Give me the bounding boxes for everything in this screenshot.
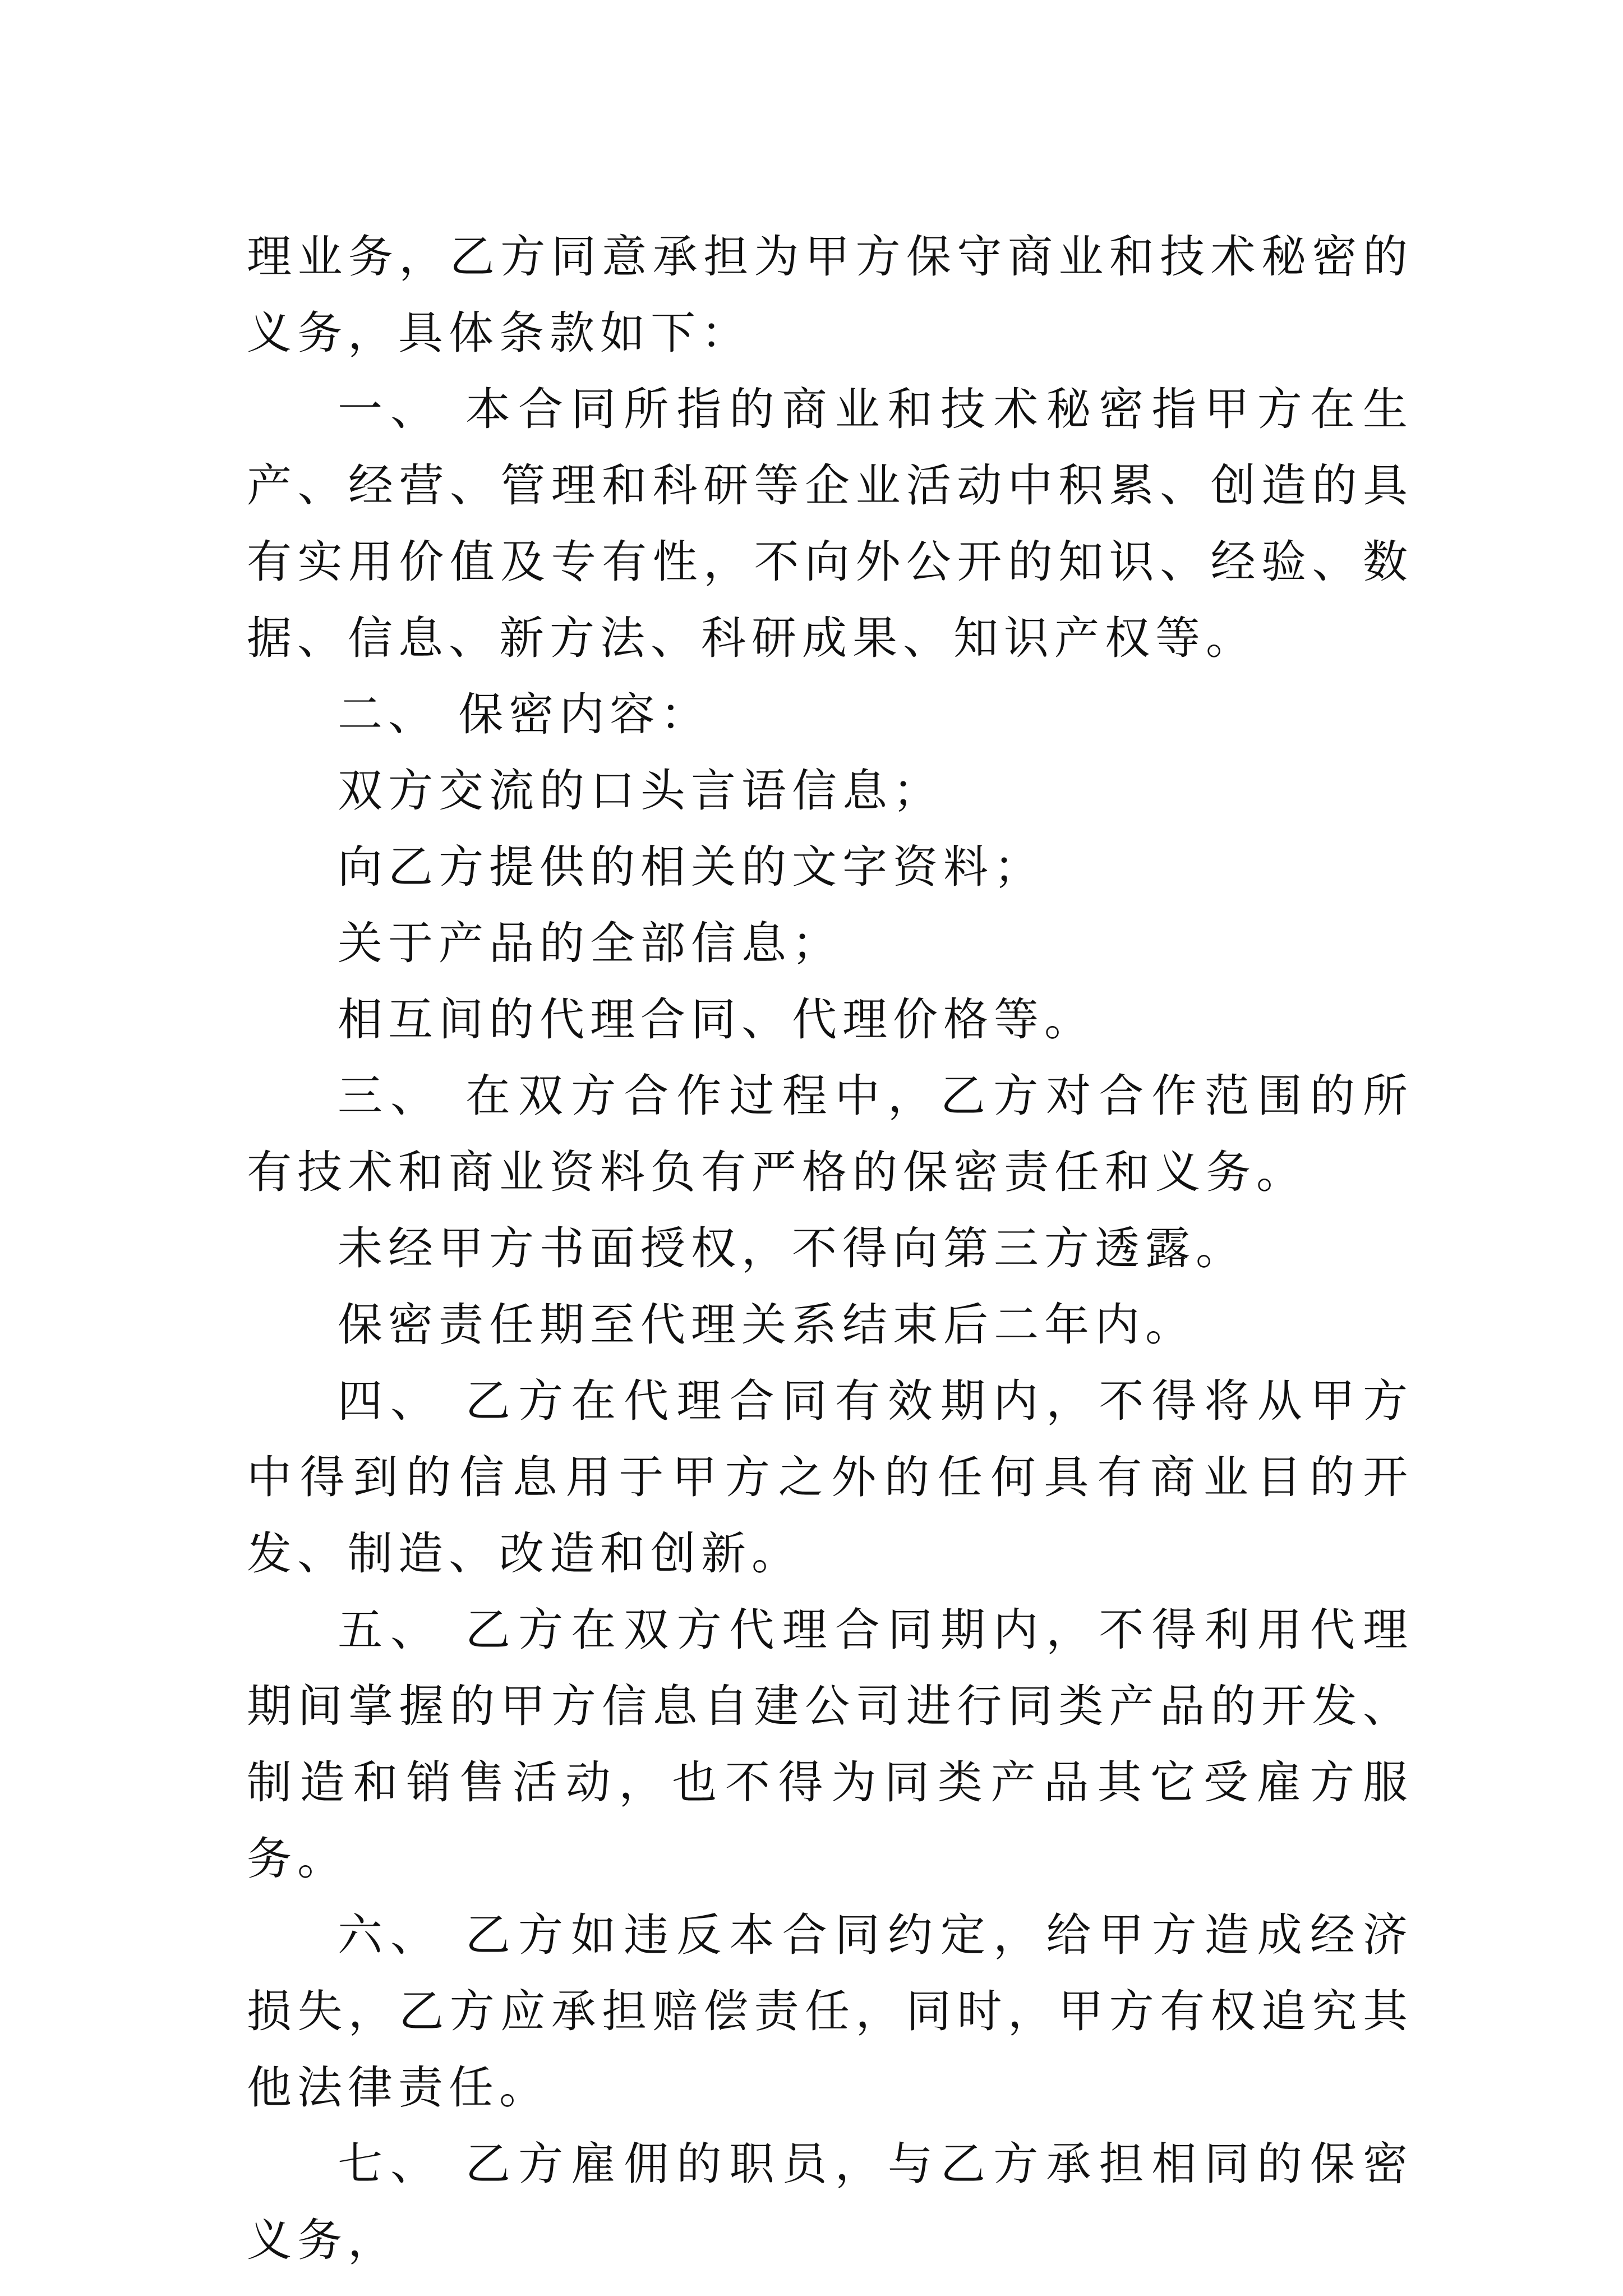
paragraph-clause-6: 六、 乙方如违反本合同约定，给甲方造成经济损失，乙方应承担赔偿责任，同时，甲方有权追究其他法律责任。 — [247, 1909, 1413, 2114]
paragraph-clause-7: 七、 乙方雇佣的职员，与乙方承担相同的保密义务， — [247, 2138, 1413, 2266]
paragraph-clause-2: 二、 保密内容： — [338, 688, 711, 740]
paragraph-clause-3: 三、 在双方合作过程中，乙方对合作范围的所有技术和商业资料负有严格的保密责任和义务。 — [247, 1070, 1413, 1198]
paragraph-clause-5: 五、 乙方在双方代理合同期内，不得利用代理期间掌握的甲方信息自建公司进行同类产品的开发、制造和销售活动，也不得为同类产品其它受雇方服务。 — [247, 1604, 1413, 1885]
paragraph-authorization: 未经甲方书面授权，不得向第三方透露。 — [338, 1222, 1246, 1274]
paragraph-term: 保密责任期至代理关系结束后二年内。 — [338, 1299, 1196, 1351]
paragraph-clause-4: 四、 乙方在代理合同有效期内，不得将从甲方中得到的信息用于甲方之外的任何具有商业目的开发、制造、改造和创新。 — [247, 1375, 1413, 1580]
document-body — [247, 219, 1413, 2279]
paragraph-item-verbal: 双方交流的口头言语信息； — [338, 765, 943, 817]
paragraph-intro: 理业务，乙方同意承担为甲方保守商业和技术秘密的义务，具体条款如下： — [247, 231, 1413, 359]
paragraph-item-product-info: 关于产品的全部信息； — [338, 917, 842, 969]
paragraph-item-contracts: 相互间的代理合同、代理价格等。 — [338, 993, 1095, 1046]
paragraph-clause-1: 一、 本合同所指的商业和技术秘密指甲方在生产、经营、管理和科研等企业活动中积累、创造的具有实用价值及专有性，不向外公开的知识、经验、数据、信息、新方法、科研成果、知识产权等。 — [247, 383, 1413, 664]
paragraph-item-documents: 向乙方提供的相关的文字资料； — [338, 841, 1044, 893]
